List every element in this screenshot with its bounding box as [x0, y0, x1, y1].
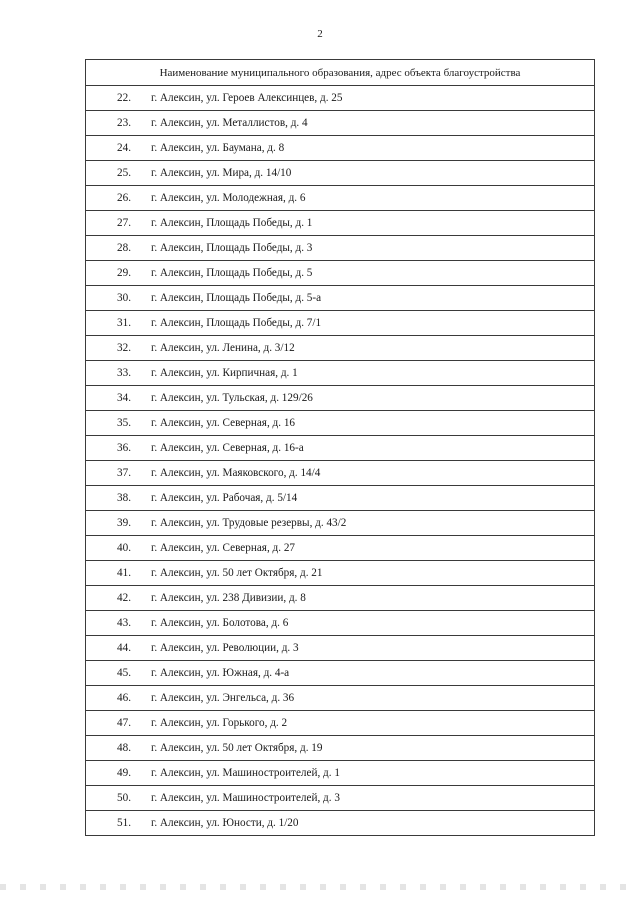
row-address: г. Алексин, ул. Героев Алексинцев, д. 25 [151, 92, 343, 104]
row-address: г. Алексин, ул. Южная, д. 4-а [151, 667, 290, 679]
row-number: 39. [117, 517, 131, 529]
table-row [86, 186, 595, 211]
table-row [86, 161, 595, 186]
table-row-cell [86, 161, 595, 186]
row-number: 24. [117, 142, 131, 154]
row-number: 36. [117, 442, 131, 454]
row-address: г. Алексин, ул. Баумана, д. 8 [151, 142, 285, 154]
row-number: 34. [117, 392, 131, 404]
table-row [86, 236, 595, 261]
row-number: 40. [117, 542, 131, 554]
table-row [86, 336, 595, 361]
table-row [86, 436, 595, 461]
row-address: г. Алексин, ул. Северная, д. 16 [151, 417, 296, 429]
table-row-cell [86, 686, 595, 711]
row-number: 35. [117, 417, 131, 429]
row-number: 41. [117, 567, 131, 579]
row-address: г. Алексин, ул. Рабочая, д. 5/14 [151, 492, 298, 504]
table-row-cell [86, 461, 595, 486]
row-address: г. Алексин, ул. Трудовые резервы, д. 43/2 [151, 517, 347, 529]
table-row-cell [86, 386, 595, 411]
table-row-cell [86, 211, 595, 236]
table-row [86, 661, 595, 686]
row-address: г. Алексин, ул. Ленина, д. 3/12 [151, 342, 295, 354]
table-row-cell [86, 636, 595, 661]
row-number: 33. [117, 367, 131, 379]
scan-artifact-strip [0, 884, 640, 890]
row-number: 30. [117, 292, 131, 304]
row-address: г. Алексин, ул. Северная, д. 16-а [151, 442, 304, 454]
row-number: 25. [117, 167, 131, 179]
row-number: 26. [117, 192, 131, 204]
row-number: 43. [117, 617, 131, 629]
row-address: г. Алексин, Площадь Победы, д. 5-а [151, 292, 322, 304]
row-number: 22. [117, 92, 131, 104]
row-number: 37. [117, 467, 131, 479]
row-address: г. Алексин, ул. Машиностроителей, д. 3 [151, 792, 340, 804]
table-row-cell [86, 311, 595, 336]
table-row-cell [86, 236, 595, 261]
row-address: г. Алексин, ул. Металлистов, д. 4 [151, 117, 308, 129]
table-row-cell [86, 736, 595, 761]
table-row-cell [86, 186, 595, 211]
row-number: 51. [117, 817, 131, 829]
table-row-cell [86, 811, 595, 836]
address-table [85, 59, 595, 836]
row-number: 42. [117, 592, 131, 604]
page-number: 2 [317, 28, 323, 40]
table-row [86, 736, 595, 761]
row-address: г. Алексин, ул. 50 лет Октября, д. 19 [151, 742, 323, 754]
table-row [86, 386, 595, 411]
table-row [86, 561, 595, 586]
row-address: г. Алексин, ул. Машиностроителей, д. 1 [151, 767, 340, 779]
row-address: г. Алексин, Площадь Победы, д. 5 [151, 267, 313, 279]
table-row [86, 536, 595, 561]
row-number: 28. [117, 242, 131, 254]
table-row [86, 361, 595, 386]
row-address: г. Алексин, ул. Болотова, д. 6 [151, 617, 289, 629]
row-number: 29. [117, 267, 131, 279]
row-number: 27. [117, 217, 131, 229]
table-row-cell [86, 561, 595, 586]
table-row [86, 311, 595, 336]
table-row-cell [86, 711, 595, 736]
row-number: 38. [117, 492, 131, 504]
table-row-cell [86, 361, 595, 386]
table-row [86, 761, 595, 786]
table-row-cell [86, 486, 595, 511]
row-number: 47. [117, 717, 131, 729]
row-address: г. Алексин, ул. Мира, д. 14/10 [151, 167, 292, 179]
table-row [86, 111, 595, 136]
row-address: г. Алексин, ул. Северная, д. 27 [151, 542, 296, 554]
row-address: г. Алексин, ул. Юности, д. 1/20 [151, 817, 299, 829]
table-row-cell [86, 286, 595, 311]
table-row-cell [86, 436, 595, 461]
table-row [86, 811, 595, 836]
table-row [86, 586, 595, 611]
row-number: 31. [117, 317, 131, 329]
row-address: г. Алексин, ул. 238 Дивизии, д. 8 [151, 592, 306, 604]
row-address: г. Алексин, ул. Маяковского, д. 14/4 [151, 467, 321, 479]
table-row [86, 686, 595, 711]
table-row [86, 286, 595, 311]
table-row [86, 611, 595, 636]
row-number: 48. [117, 742, 131, 754]
row-address: г. Алексин, Площадь Победы, д. 3 [151, 242, 313, 254]
row-address: г. Алексин, ул. Кирпичная, д. 1 [151, 367, 298, 379]
table-row-cell [86, 136, 595, 161]
table-row [86, 461, 595, 486]
row-number: 46. [117, 692, 131, 704]
row-number: 49. [117, 767, 131, 779]
table-row-cell [86, 786, 595, 811]
row-number: 44. [117, 642, 131, 654]
table-row [86, 636, 595, 661]
table-row-cell [86, 661, 595, 686]
table-row-cell [86, 261, 595, 286]
address-table-body [86, 60, 595, 836]
table-row-cell [86, 336, 595, 361]
row-number: 50. [117, 792, 131, 804]
row-address: г. Алексин, ул. Тульская, д. 129/26 [151, 392, 313, 404]
row-number: 32. [117, 342, 131, 354]
table-row-cell [86, 511, 595, 536]
row-address: г. Алексин, ул. Энгельса, д. 36 [151, 692, 295, 704]
table-row [86, 711, 595, 736]
table-row-cell [86, 761, 595, 786]
table-header-cell: Наименование муниципального образования, адрес объекта благоустройства [86, 60, 595, 86]
table-row-cell [86, 586, 595, 611]
table-row [86, 211, 595, 236]
row-number: 45. [117, 667, 131, 679]
table-row [86, 411, 595, 436]
table-row [86, 786, 595, 811]
row-address: г. Алексин, ул. 50 лет Октября, д. 21 [151, 567, 323, 579]
table-row-cell [86, 611, 595, 636]
row-number: 23. [117, 117, 131, 129]
table-header-row [86, 60, 595, 86]
table-row [86, 86, 595, 111]
table-row-cell [86, 86, 595, 111]
table-row [86, 511, 595, 536]
table-row [86, 136, 595, 161]
row-address: г. Алексин, Площадь Победы, д. 1 [151, 217, 313, 229]
row-address: г. Алексин, ул. Революции, д. 3 [151, 642, 299, 654]
table-row [86, 261, 595, 286]
table-row-cell [86, 111, 595, 136]
table-row-cell [86, 536, 595, 561]
row-address: г. Алексин, Площадь Победы, д. 7/1 [151, 317, 322, 329]
row-address: г. Алексин, ул. Горького, д. 2 [151, 717, 288, 729]
row-address: г. Алексин, ул. Молодежная, д. 6 [151, 192, 306, 204]
table-row [86, 486, 595, 511]
table-row-cell [86, 411, 595, 436]
